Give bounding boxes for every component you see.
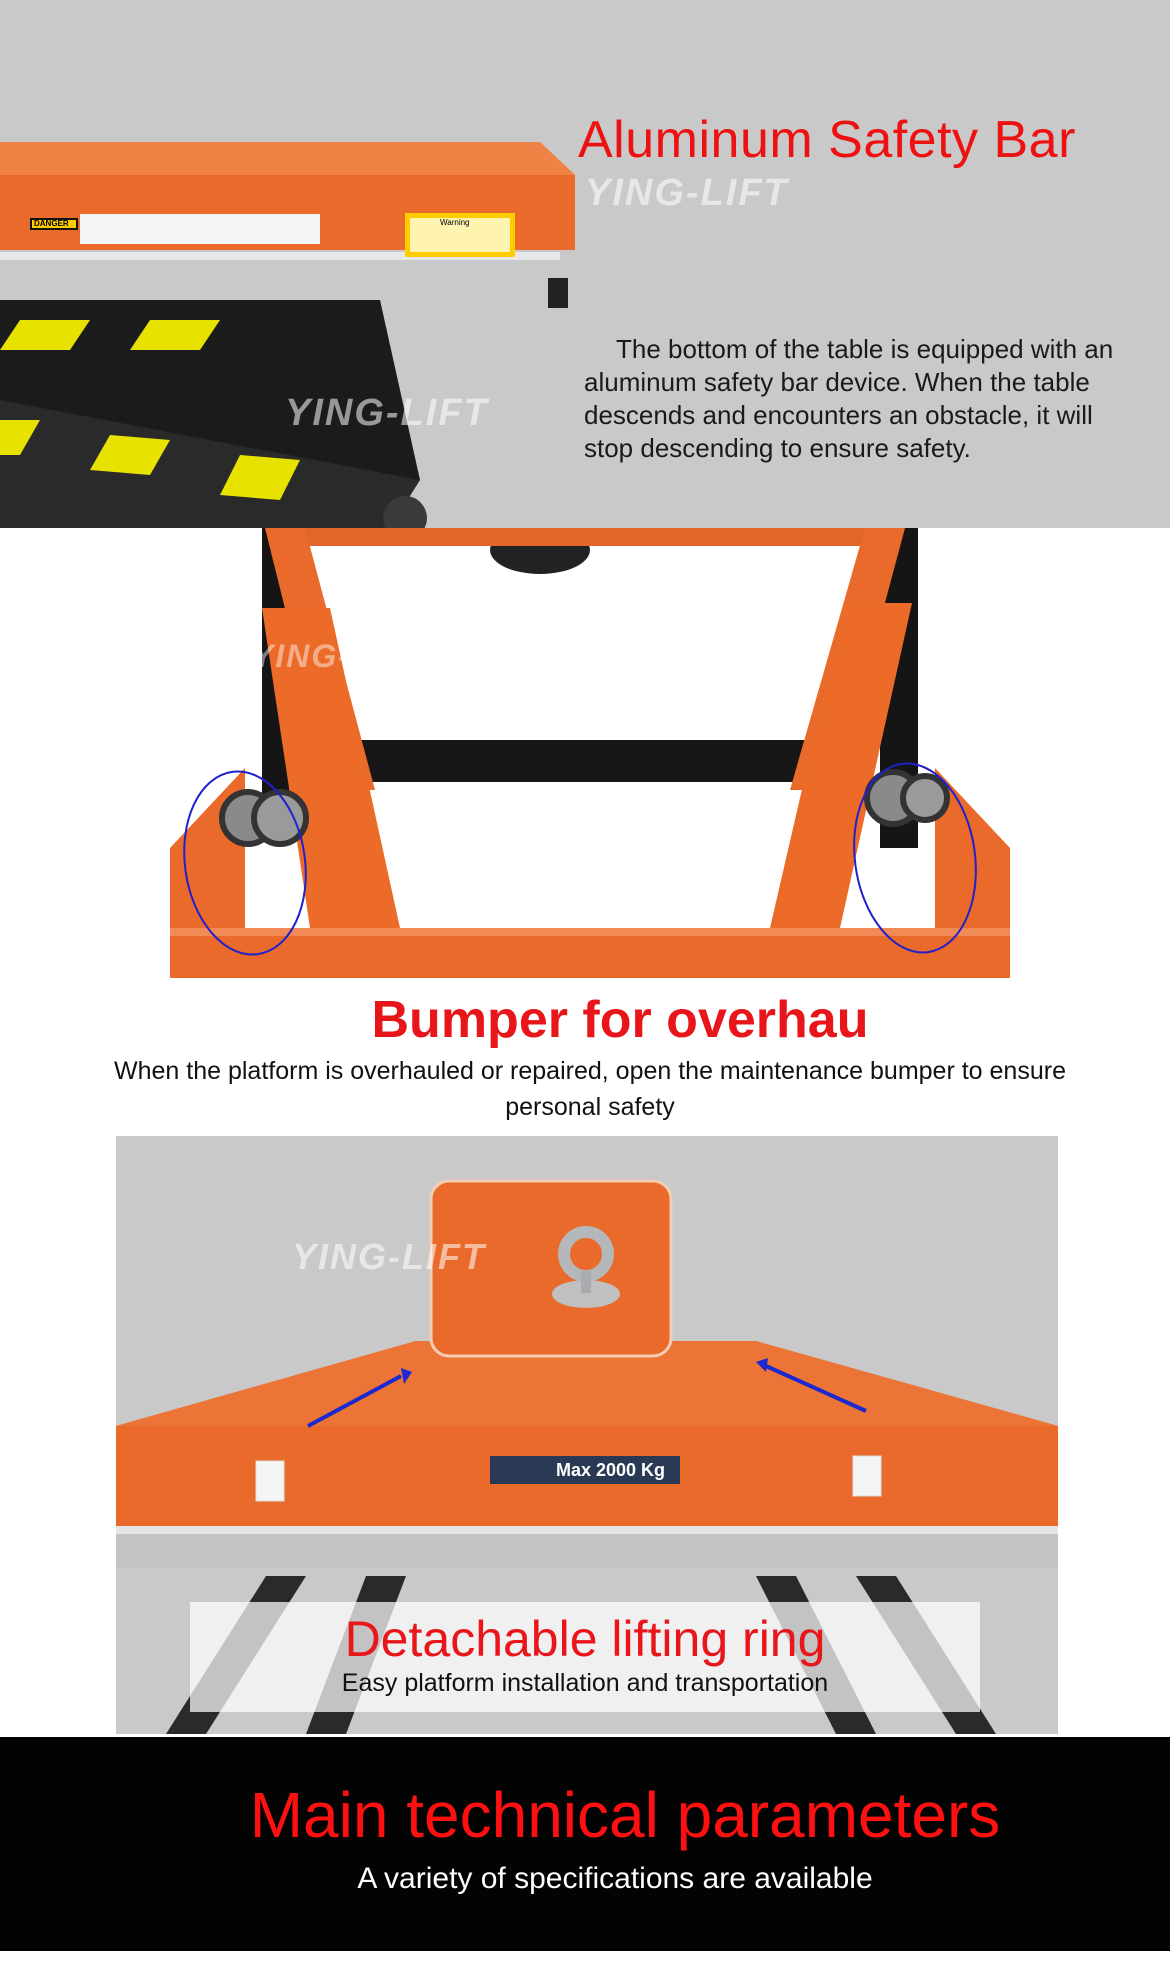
max-load-plate: Max 2000 Kg bbox=[556, 1460, 666, 1480]
lifting-ring-title: Detachable lifting ring bbox=[344, 1611, 826, 1667]
safety-bar-title: Aluminum Safety Bar bbox=[578, 111, 1076, 169]
lifting-ring-description: Easy platform installation and transportation bbox=[341, 1669, 829, 1697]
bumper-photo bbox=[0, 528, 1170, 990]
watermark-logo: YING-LIFT bbox=[285, 392, 489, 434]
safety-bar-description: The bottom of the table is equipped with an aluminum safety bar device. When the table descends and encounters an obstacle, it will stop descending to ensure safety. bbox=[584, 334, 1114, 463]
danger-label: DANGER bbox=[34, 219, 69, 228]
watermark-logo: YING-LIFT bbox=[292, 1236, 486, 1277]
bumper-description: When the platform is overhauled or repaired, open the maintenance bumper to ensure personal safety bbox=[114, 1057, 1066, 1121]
warning-label: Warning bbox=[440, 218, 470, 227]
bumper-title: Bumper for overhau bbox=[371, 991, 869, 1049]
watermark-logo: YING-LIFT bbox=[585, 172, 789, 214]
main-params-subtitle: A variety of specifications are available bbox=[357, 1862, 873, 1895]
main-params-title: Main technical parameters bbox=[249, 1779, 1001, 1851]
watermark-logo: YING-LIFT bbox=[252, 638, 427, 674]
